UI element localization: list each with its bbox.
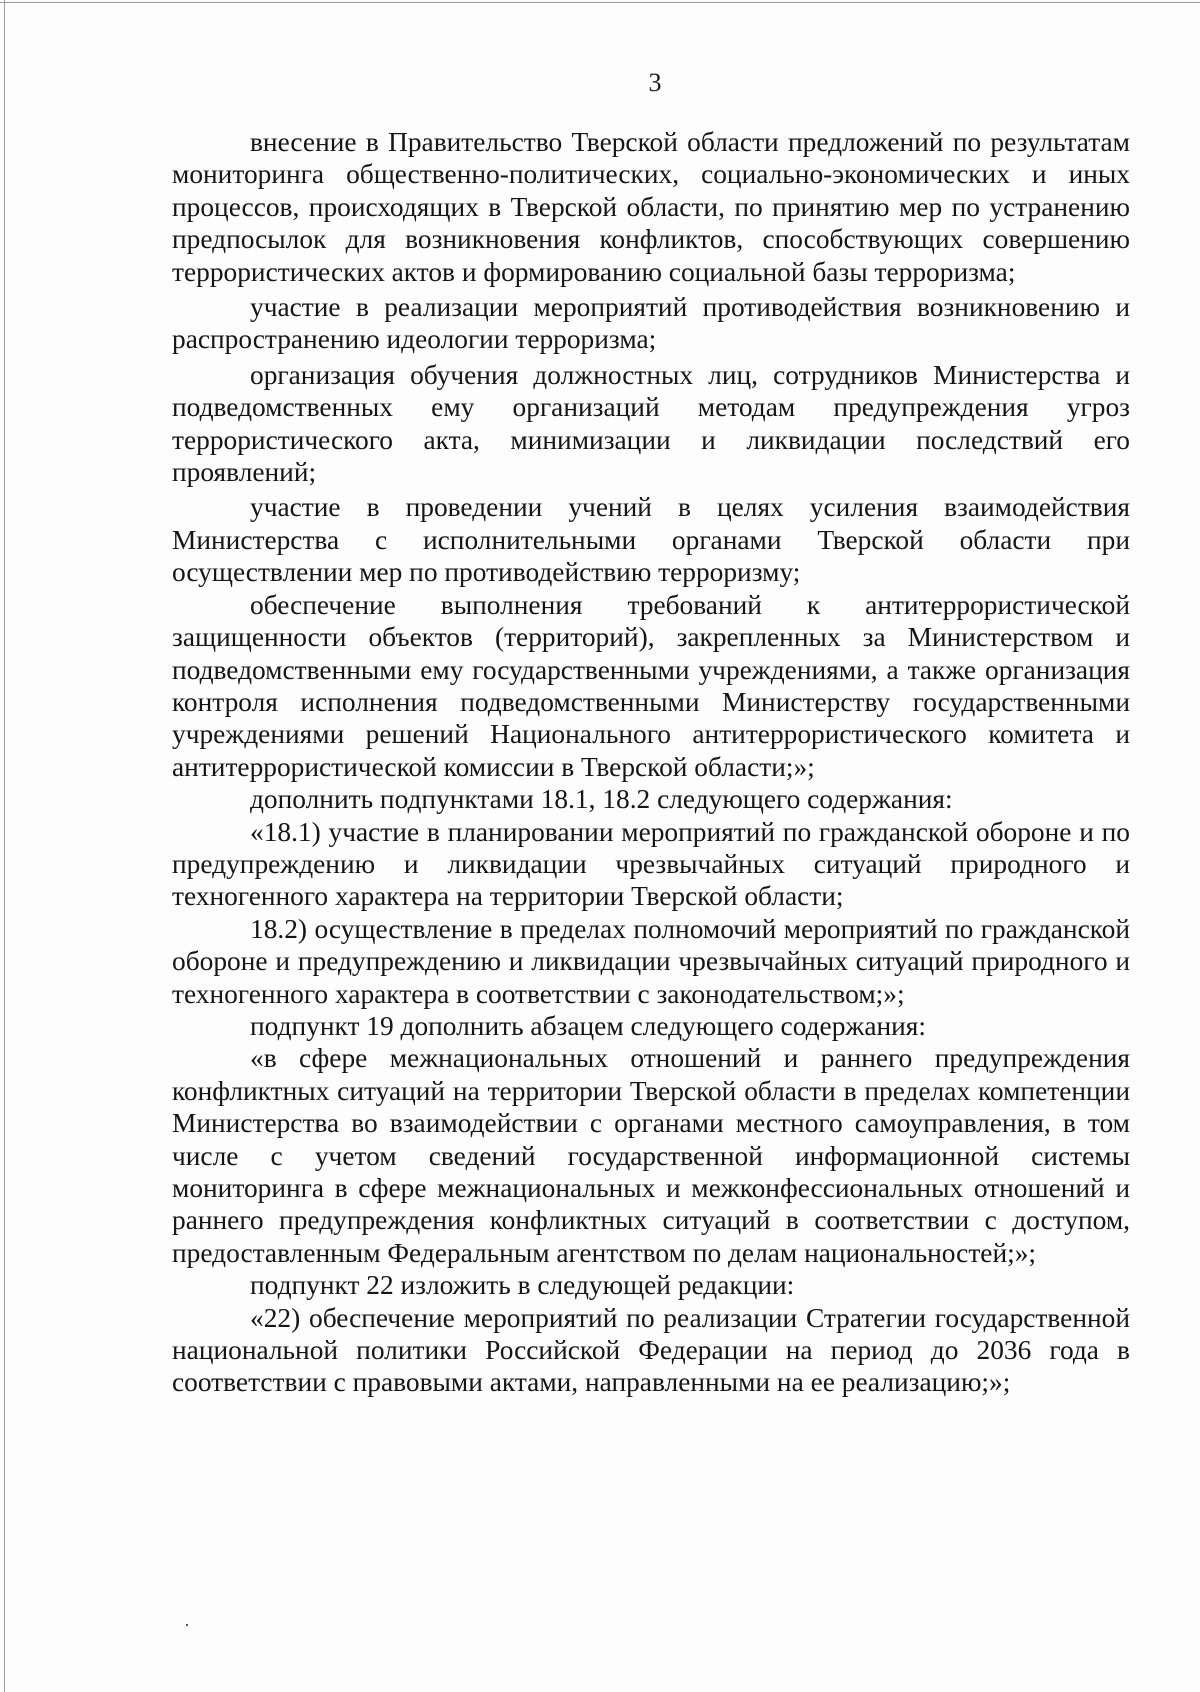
paragraph-ideology: участие в реализации мероприятий противодействия возникновению и распространению идеологии терроризма; <box>172 292 1130 355</box>
paragraph-proposals: внесение в Правительство Тверской области предложений по результатам мониторинга общественно-политических, социально-экономических и иных процессов, происходящих в Тверской области, по принятию мер по устранению предпосылок для возникновения конфликтов, способствующих совершению террористических актов и формированию социальной базы терроризма; <box>172 127 1130 287</box>
page-number: 3 <box>648 68 662 97</box>
paragraph-amend-18: дополнить подпунктами 18.1, 18.2 следующего содержания: <box>250 784 953 815</box>
paragraph-amend-22: подпункт 22 изложить в следующей редакции: <box>250 1270 795 1301</box>
paragraph-training: организация обучения должностных лиц, сотрудников Министерства и подведомственных ему организаций методам предупреждения угроз террористического акта, минимизации и ликвидации последствий его проявлений; <box>172 359 1130 488</box>
paragraph-protection: обеспечение выполнения требований к антитеррористической защищенности объектов (территорий), закрепленных за Министерством и подведомственными ему государственными учреждениями, а также организация контроля исполнения подведомственными Министерству государственными учреждениями решений Национального антитеррористического комитета и антитеррористической комиссии в Тверской области;»; <box>172 589 1130 782</box>
paragraph-interethnic: «в сфере межнациональных отношений и раннего предупреждения конфликтных ситуаций на территории Тверской области в пределах компетенции Министерства во взаимодействии с органами местного самоуправления, в том числе с учетом сведений государственной информационной системы мониторинга в сфере межнациональных и межконфессиональных отношений и раннего предупреждения конфликтных ситуаций в соответствии с доступом, предоставленным Федеральным агентством по делам национальностей;»; <box>172 1043 1130 1268</box>
scan-left-edge <box>4 0 5 1692</box>
paragraph-18-2: 18.2) осуществление в пределах полномочий мероприятий по гражданской обороне и предупреждению и ликвидации чрезвычайных ситуаций природного и техногенного характера в соответствии с законодательством;»; <box>172 913 1130 1009</box>
paragraph-exercises: участие в проведении учений в целях усиления взаимодействия Министерства с исполнительными органами Тверской области при осуществлении мер по противодействию терроризму; <box>172 492 1130 588</box>
paragraph-22: «22) обеспечение мероприятий по реализации Стратегии государственной национальной политики Российской Федерации на период до 2036 года в соответствии с правовыми актами, направленными на ее реализацию;»; <box>172 1302 1130 1398</box>
paragraph-amend-19: подпункт 19 дополнить абзацем следующего содержания: <box>250 1010 927 1041</box>
scan-speck <box>186 1624 188 1626</box>
scan-top-edge <box>0 2 1200 3</box>
paragraph-18-1: «18.1) участие в планировании мероприятий по гражданской обороне и по предупреждению и ликвидации чрезвычайных ситуаций природного и техногенного характера на территории Тверской области; <box>172 816 1130 912</box>
document-body <box>172 126 1130 1399</box>
